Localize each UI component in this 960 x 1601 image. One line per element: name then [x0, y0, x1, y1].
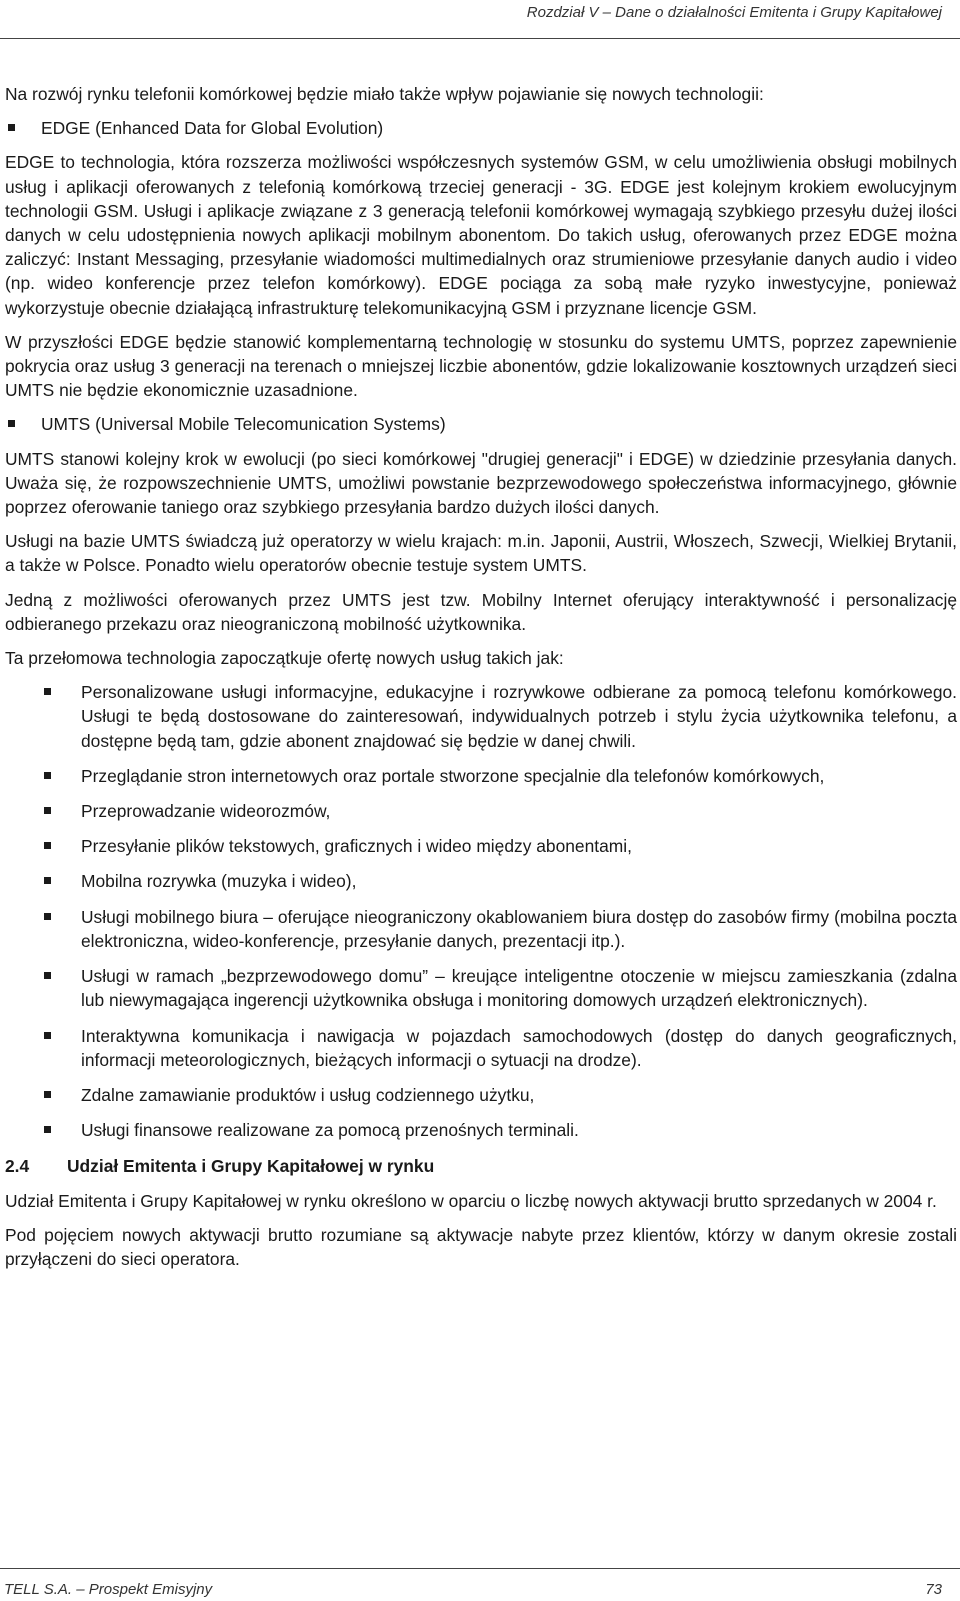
list-item: Przesyłanie plików tekstowych, graficznych i wideo między abonentami,: [5, 834, 957, 858]
list-item: Usługi w ramach „bezprzewodowego domu” – kreujące inteligentne otoczenie w miejscu zamieszkania (zdalna lub niewymagająca ingerencji użytkownika obsługa i monitoring domowych urządzeń elektronicznych).: [5, 964, 957, 1012]
section-paragraph-2: Pod pojęciem nowych aktywacji brutto rozumiane są aktywacje nabyte przez klientów, którzy w danym okresie zostali przyłączeni do sieci operatora.: [5, 1224, 957, 1269]
page-footer: [0, 1568, 960, 1598]
list-item: Personalizowane usługi informacyjne, edukacyjne i rozrywkowe odbierane za pomocą telefonu komórkowego. Usługi te będą dostosowane do zainteresowań, indywidualnych potrzeb i stylu życia użytkownika telefonu, a dostępne będą tam, gdzie abonent znajdować się będzie w danej chwili.: [5, 680, 957, 753]
edge-heading: EDGE (Enhanced Data for Global Evolution): [5, 116, 957, 140]
offers-intro: Ta przełomowa technologia zapoczątkuje ofertę nowych usług takich jak:: [5, 648, 564, 669]
footer-title: TELL S.A. – Prospekt Emisyjny: [4, 1581, 213, 1598]
section-heading: [5, 1154, 957, 1178]
page-header: [0, 0, 960, 39]
umts-paragraph-3: Jedną z możliwości oferowanych przez UMTS jest tzw. Mobilny Internet oferujący interaktywność i personalizację odbieranego przekazu oraz nieograniczoną mobilność użytkownika.: [5, 589, 957, 634]
list-item: Usługi finansowe realizowane za pomocą przenośnych terminali.: [5, 1118, 957, 1142]
section-number: 2.4: [5, 1156, 30, 1177]
umts-paragraph-2: Usługi na bazie UMTS świadczą już operatorzy w wielu krajach: m.in. Japonii, Austrii, Włoszech, Szwecji, Wielkiej Brytanii, a także w Polsce. Ponadto wielu operatorów obecnie testuje system UMTS.: [5, 531, 957, 576]
edge-paragraph-2: W przyszłości EDGE będzie stanowić komplementarną technologię w stosunku do systemu UMTS, poprzez zapewnienie pokrycia oraz usług 3 generacji na terenach o mniejszej liczbie abonentów, gdzie lokalizowanie kosztownych urządzeń sieci UMTS nie będzie ekonomicznie uzasadnione.: [5, 331, 957, 401]
list-item: Zdalne zamawianie produktów i usług codziennego użytku,: [5, 1083, 957, 1107]
umts-paragraph-1: UMTS stanowi kolejny krok w ewolucji (po sieci komórkowej "drugiej generacji" i EDGE) w dziedzinie przesyłania danych. Uważa się, że rozpowszechnienie UMTS, umożliwi powstanie bezprzewodowego społeczeństwa informacyjnego, głównie poprzez oferowanie taniego oraz szybkiego przesyłania bardzo dużych ilości danych.: [5, 448, 957, 518]
section-title: Udział Emitenta i Grupy Kapitałowej w rynku: [67, 1156, 435, 1177]
umts-heading: UMTS (Universal Mobile Telecomunication Systems): [5, 412, 957, 436]
list-item: Przeprowadzanie wideorozmów,: [5, 799, 957, 823]
edge-paragraph-1: EDGE to technologia, która rozszerza możliwości współczesnych systemów GSM, w celu umożliwienia obsługi mobilnych usług i aplikacji oferowanych z telefonią komórkową trzeciej generacji - 3G. EDGE jest kolejnym krokiem ewolucyjnym technologii GSM. Usługi i aplikacje związane z 3 generacją telefonii komórkowej wymagają szybkiego przesyłu dużej ilości danych w celu udostępnienia nowych aplikacji mobilnym abonentom. Do takich usług, oferowanych przez EDGE można zaliczyć: Instant Messaging, przesyłanie wiadomości multimedialnych oraz strumieniowe przesyłanie danych audio i video (np. wideo konferencje przez telefon komórkowy). EDGE pociąga za sobą małe ryzyko inwestycyjne, ponieważ wykorzystuje obecnie działającą infrastrukturę telekomunikacyjną GSM i przyznane licencje GSM.: [5, 152, 957, 318]
list-item: Interaktywna komunikacja i nawigacja w pojazdach samochodowych (dostęp do danych geograficznych, informacji meteorologicznych, bieżących informacji o sytuacji na drodze).: [5, 1024, 957, 1072]
intro-paragraph: Na rozwój rynku telefonii komórkowej będzie miało także wpływ pojawianie się nowych technologii:: [5, 84, 764, 104]
list-item: Mobilna rozrywka (muzyka i wideo),: [5, 869, 957, 893]
section-paragraph-1: Udział Emitenta i Grupy Kapitałowej w rynku określono w oparciu o liczbę nowych aktywacji brutto sprzedanych w 2004 r.: [5, 1190, 937, 1211]
page-content: [5, 82, 957, 1281]
list-item: Przeglądanie stron internetowych oraz portale stworzone specjalnie dla telefonów komórkowych,: [5, 764, 957, 788]
page-number: 73: [925, 1581, 942, 1598]
running-title: Rozdział V – Dane o działalności Emitenta i Grupy Kapitałowej: [526, 4, 942, 21]
list-item: Usługi mobilnego biura – oferujące nieograniczony okablowaniem biura dostęp do zasobów firmy (mobilna poczta elektroniczna, wideo-konferencje, przesyłanie danych, prezentacji itp.).: [5, 905, 957, 953]
offers-list: [5, 680, 957, 1142]
